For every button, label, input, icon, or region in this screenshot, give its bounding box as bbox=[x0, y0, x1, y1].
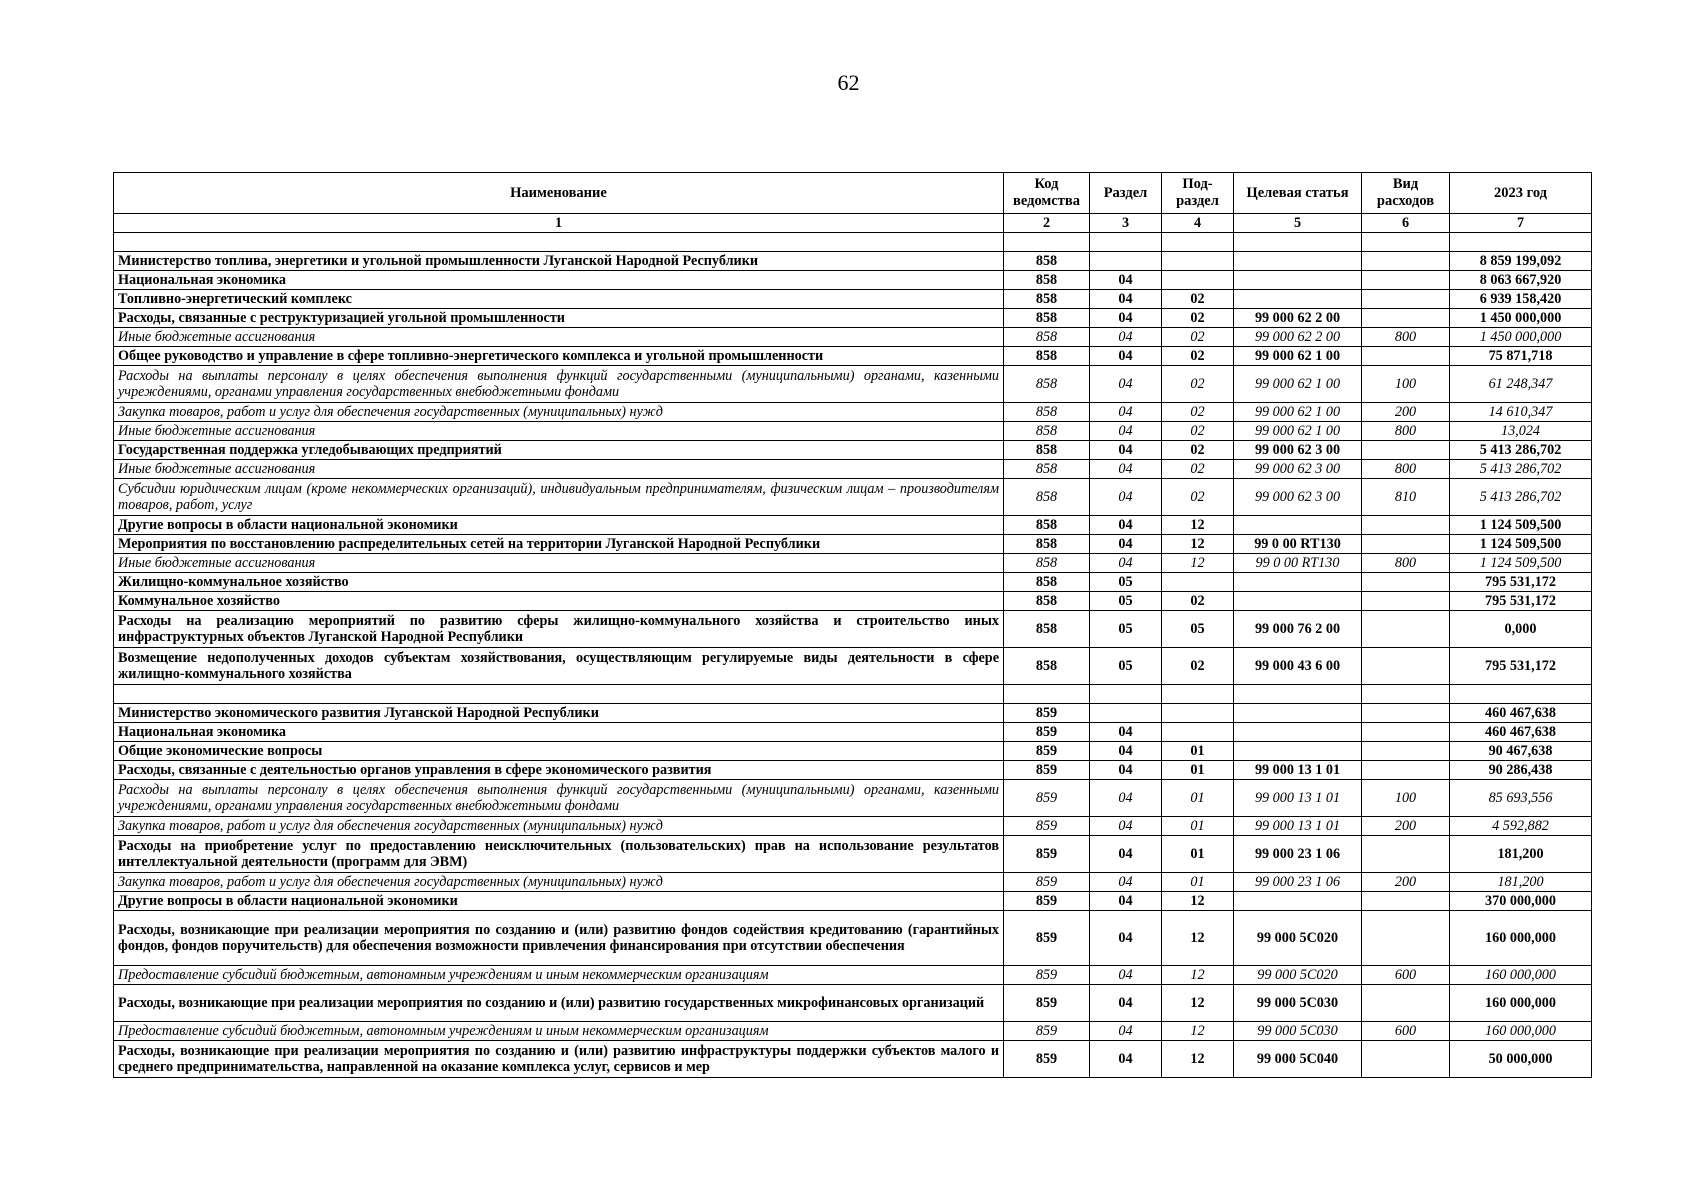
row-dept-code: 858 bbox=[1004, 271, 1090, 290]
column-number: 1 bbox=[114, 214, 1004, 233]
row-section: 04 bbox=[1090, 892, 1162, 911]
table-row bbox=[114, 723, 1592, 742]
table-row bbox=[114, 573, 1592, 592]
row-section: 04 bbox=[1090, 290, 1162, 309]
row-expense-type bbox=[1362, 441, 1450, 460]
row-amount: 90 467,638 bbox=[1450, 742, 1592, 761]
column-number: 4 bbox=[1162, 214, 1234, 233]
row-name: Министерство топлива, энергетики и угольной промышленности Луганской Народной Республики bbox=[114, 252, 1004, 271]
row-name: Иные бюджетные ассигнования bbox=[114, 554, 1004, 573]
row-target-article: 99 000 62 3 00 bbox=[1234, 441, 1362, 460]
row-dept-code: 858 bbox=[1004, 460, 1090, 479]
row-name: Расходы, возникающие при реализации мероприятия по созданию и (или) развитию инфраструктуры поддержки субъектов малого и среднего предпринимательства, направленной на оказание комплекса услуг, сервисов и мер bbox=[114, 1041, 1004, 1078]
row-dept-code: 859 bbox=[1004, 780, 1090, 817]
row-section: 04 bbox=[1090, 817, 1162, 836]
row-name: Мероприятия по восстановлению распределительных сетей на территории Луганской Народной Республики bbox=[114, 535, 1004, 554]
row-target-article: 99 000 13 1 01 bbox=[1234, 761, 1362, 780]
budget-table bbox=[113, 172, 1592, 1078]
row-name: Коммунальное хозяйство bbox=[114, 592, 1004, 611]
row-amount: 795 531,172 bbox=[1450, 592, 1592, 611]
row-section: 04 bbox=[1090, 271, 1162, 290]
row-name: Расходы, возникающие при реализации мероприятия по созданию и (или) развитию фондов содействия кредитованию (гарантийных фондов, фондов поручительств) для обеспечения возможности привлечения финансирования при отсутствии обеспечения bbox=[114, 911, 1004, 966]
table-row bbox=[114, 422, 1592, 441]
row-amount: 160 000,000 bbox=[1450, 1022, 1592, 1041]
row-amount: 0,000 bbox=[1450, 611, 1592, 648]
table-row bbox=[114, 1041, 1592, 1078]
row-name: Общее руководство и управление в сфере топливно-энергетического комплекса и угольной промышленности bbox=[114, 347, 1004, 366]
row-dept-code: 858 bbox=[1004, 347, 1090, 366]
row-section: 04 bbox=[1090, 422, 1162, 441]
row-section: 04 bbox=[1090, 723, 1162, 742]
row-dept-code: 859 bbox=[1004, 742, 1090, 761]
row-name: Национальная экономика bbox=[114, 723, 1004, 742]
row-subsection bbox=[1162, 233, 1234, 252]
row-name: Предоставление субсидий бюджетным, автономным учреждениям и иным некоммерческим организациям bbox=[114, 1022, 1004, 1041]
table-row bbox=[114, 516, 1592, 535]
row-target-article bbox=[1234, 723, 1362, 742]
row-dept-code: 859 bbox=[1004, 817, 1090, 836]
row-subsection: 01 bbox=[1162, 817, 1234, 836]
column-number-row bbox=[114, 214, 1592, 233]
table-row bbox=[114, 554, 1592, 573]
row-name: Иные бюджетные ассигнования bbox=[114, 422, 1004, 441]
row-target-article bbox=[1234, 233, 1362, 252]
row-target-article: 99 000 5С030 bbox=[1234, 1022, 1362, 1041]
row-subsection: 12 bbox=[1162, 911, 1234, 966]
row-expense-type: 600 bbox=[1362, 1022, 1450, 1041]
row-subsection bbox=[1162, 252, 1234, 271]
row-amount: 160 000,000 bbox=[1450, 985, 1592, 1022]
row-target-article: 99 000 5С030 bbox=[1234, 985, 1362, 1022]
row-section: 04 bbox=[1090, 328, 1162, 347]
header-section: Раздел bbox=[1090, 173, 1162, 214]
row-target-article: 99 000 13 1 01 bbox=[1234, 780, 1362, 817]
row-expense-type bbox=[1362, 573, 1450, 592]
header-subsection: Под-раздел bbox=[1162, 173, 1234, 214]
header-name: Наименование bbox=[114, 173, 1004, 214]
row-subsection: 02 bbox=[1162, 479, 1234, 516]
row-amount: 5 413 286,702 bbox=[1450, 460, 1592, 479]
row-amount: 4 592,882 bbox=[1450, 817, 1592, 836]
row-section: 05 bbox=[1090, 648, 1162, 685]
column-number: 7 bbox=[1450, 214, 1592, 233]
table-row bbox=[114, 761, 1592, 780]
row-section: 04 bbox=[1090, 403, 1162, 422]
row-section: 04 bbox=[1090, 836, 1162, 873]
row-section: 04 bbox=[1090, 460, 1162, 479]
row-expense-type: 800 bbox=[1362, 554, 1450, 573]
row-dept-code: 859 bbox=[1004, 873, 1090, 892]
table-row bbox=[114, 460, 1592, 479]
row-section bbox=[1090, 233, 1162, 252]
row-subsection: 02 bbox=[1162, 648, 1234, 685]
page-number: 62 bbox=[837, 70, 860, 95]
row-amount: 1 450 000,000 bbox=[1450, 309, 1592, 328]
row-amount: 181,200 bbox=[1450, 836, 1592, 873]
table-row bbox=[114, 252, 1592, 271]
row-amount: 181,200 bbox=[1450, 873, 1592, 892]
table-row bbox=[114, 817, 1592, 836]
row-expense-type bbox=[1362, 648, 1450, 685]
row-subsection: 02 bbox=[1162, 290, 1234, 309]
row-dept-code: 858 bbox=[1004, 328, 1090, 347]
row-target-article: 99 000 62 3 00 bbox=[1234, 479, 1362, 516]
row-amount: 50 000,000 bbox=[1450, 1041, 1592, 1078]
row-subsection: 02 bbox=[1162, 366, 1234, 403]
row-name: Субсидии юридическим лицам (кроме некоммерческих организаций), индивидуальным предпринимателям, физическим лицам – производителям товаров, работ, услуг bbox=[114, 479, 1004, 516]
row-expense-type: 800 bbox=[1362, 328, 1450, 347]
row-subsection: 12 bbox=[1162, 892, 1234, 911]
spacer-row bbox=[114, 233, 1592, 252]
row-dept-code: 859 bbox=[1004, 761, 1090, 780]
row-section: 04 bbox=[1090, 535, 1162, 554]
header-target-article: Целевая статья bbox=[1234, 173, 1362, 214]
row-expense-type bbox=[1362, 309, 1450, 328]
row-expense-type: 200 bbox=[1362, 403, 1450, 422]
row-subsection bbox=[1162, 723, 1234, 742]
row-expense-type bbox=[1362, 704, 1450, 723]
row-dept-code: 859 bbox=[1004, 723, 1090, 742]
table-row bbox=[114, 911, 1592, 966]
row-dept-code: 858 bbox=[1004, 403, 1090, 422]
row-target-article: 99 000 13 1 01 bbox=[1234, 817, 1362, 836]
row-name: Закупка товаров, работ и услуг для обеспечения государственных (муниципальных) нужд bbox=[114, 817, 1004, 836]
table-row bbox=[114, 704, 1592, 723]
row-amount: 1 450 000,000 bbox=[1450, 328, 1592, 347]
row-target-article: 99 000 23 1 06 bbox=[1234, 873, 1362, 892]
table-row bbox=[114, 836, 1592, 873]
row-amount: 1 124 509,500 bbox=[1450, 554, 1592, 573]
row-section: 04 bbox=[1090, 309, 1162, 328]
row-amount: 160 000,000 bbox=[1450, 966, 1592, 985]
row-dept-code: 858 bbox=[1004, 535, 1090, 554]
row-name: Жилищно-коммунальное хозяйство bbox=[114, 573, 1004, 592]
row-amount: 85 693,556 bbox=[1450, 780, 1592, 817]
row-subsection: 12 bbox=[1162, 985, 1234, 1022]
table-body bbox=[114, 233, 1592, 1078]
table-row bbox=[114, 479, 1592, 516]
row-name: Предоставление субсидий бюджетным, автономным учреждениям и иным некоммерческим организациям bbox=[114, 966, 1004, 985]
header-dept-code: Код ведомства bbox=[1004, 173, 1090, 214]
row-target-article: 99 000 5С020 bbox=[1234, 966, 1362, 985]
table-row bbox=[114, 347, 1592, 366]
table-row bbox=[114, 366, 1592, 403]
row-name: Иные бюджетные ассигнования bbox=[114, 328, 1004, 347]
row-target-article bbox=[1234, 290, 1362, 309]
header-row bbox=[114, 173, 1592, 214]
row-target-article: 99 000 23 1 06 bbox=[1234, 836, 1362, 873]
row-amount bbox=[1450, 685, 1592, 704]
table-row bbox=[114, 985, 1592, 1022]
row-target-article: 99 000 43 6 00 bbox=[1234, 648, 1362, 685]
table-row bbox=[114, 892, 1592, 911]
row-expense-type bbox=[1362, 516, 1450, 535]
table-row bbox=[114, 1022, 1592, 1041]
column-number: 2 bbox=[1004, 214, 1090, 233]
column-number: 3 bbox=[1090, 214, 1162, 233]
row-subsection: 05 bbox=[1162, 611, 1234, 648]
row-dept-code: 858 bbox=[1004, 554, 1090, 573]
row-expense-type bbox=[1362, 911, 1450, 966]
row-subsection: 01 bbox=[1162, 742, 1234, 761]
row-section: 04 bbox=[1090, 966, 1162, 985]
row-target-article: 99 000 62 1 00 bbox=[1234, 403, 1362, 422]
row-name: Общие экономические вопросы bbox=[114, 742, 1004, 761]
table-row bbox=[114, 742, 1592, 761]
row-section: 04 bbox=[1090, 873, 1162, 892]
row-name: Закупка товаров, работ и услуг для обеспечения государственных (муниципальных) нужд bbox=[114, 873, 1004, 892]
row-amount: 460 467,638 bbox=[1450, 723, 1592, 742]
row-target-article bbox=[1234, 892, 1362, 911]
row-name: Иные бюджетные ассигнования bbox=[114, 460, 1004, 479]
row-section: 05 bbox=[1090, 592, 1162, 611]
row-amount: 370 000,000 bbox=[1450, 892, 1592, 911]
row-dept-code: 858 bbox=[1004, 422, 1090, 441]
row-section bbox=[1090, 685, 1162, 704]
row-expense-type bbox=[1362, 985, 1450, 1022]
row-subsection: 02 bbox=[1162, 592, 1234, 611]
row-expense-type bbox=[1362, 892, 1450, 911]
row-expense-type bbox=[1362, 723, 1450, 742]
row-name: Закупка товаров, работ и услуг для обеспечения государственных (муниципальных) нужд bbox=[114, 403, 1004, 422]
row-expense-type bbox=[1362, 252, 1450, 271]
row-expense-type bbox=[1362, 836, 1450, 873]
row-section: 04 bbox=[1090, 554, 1162, 573]
row-dept-code: 858 bbox=[1004, 479, 1090, 516]
row-name: Расходы на выплаты персоналу в целях обеспечения выполнения функций государственными (муниципальными) органами, казенными учреждениями, органами управления государственных внебюджетными фондами bbox=[114, 780, 1004, 817]
row-expense-type bbox=[1362, 271, 1450, 290]
row-subsection bbox=[1162, 685, 1234, 704]
table-row bbox=[114, 328, 1592, 347]
row-subsection: 01 bbox=[1162, 761, 1234, 780]
table-row bbox=[114, 403, 1592, 422]
row-amount: 795 531,172 bbox=[1450, 573, 1592, 592]
row-subsection: 02 bbox=[1162, 328, 1234, 347]
row-expense-type bbox=[1362, 761, 1450, 780]
row-expense-type bbox=[1362, 535, 1450, 554]
table-row bbox=[114, 441, 1592, 460]
row-section: 05 bbox=[1090, 573, 1162, 592]
row-section: 04 bbox=[1090, 1041, 1162, 1078]
row-target-article: 99 000 76 2 00 bbox=[1234, 611, 1362, 648]
row-section: 04 bbox=[1090, 780, 1162, 817]
row-dept-code: 859 bbox=[1004, 911, 1090, 966]
row-target-article: 99 000 5С020 bbox=[1234, 911, 1362, 966]
row-dept-code: 859 bbox=[1004, 966, 1090, 985]
row-dept-code: 859 bbox=[1004, 836, 1090, 873]
row-dept-code: 858 bbox=[1004, 309, 1090, 328]
row-target-article: 99 000 62 1 00 bbox=[1234, 366, 1362, 403]
table-row bbox=[114, 648, 1592, 685]
row-dept-code: 859 bbox=[1004, 1041, 1090, 1078]
row-name: Другие вопросы в области национальной экономики bbox=[114, 516, 1004, 535]
row-subsection: 12 bbox=[1162, 516, 1234, 535]
row-name: Расходы, возникающие при реализации мероприятия по созданию и (или) развитию государственных микрофинансовых организаций bbox=[114, 985, 1004, 1022]
row-subsection: 12 bbox=[1162, 966, 1234, 985]
row-amount: 5 413 286,702 bbox=[1450, 479, 1592, 516]
row-target-article bbox=[1234, 271, 1362, 290]
table-row bbox=[114, 780, 1592, 817]
row-amount: 13,024 bbox=[1450, 422, 1592, 441]
row-amount: 75 871,718 bbox=[1450, 347, 1592, 366]
row-section: 04 bbox=[1090, 479, 1162, 516]
column-number: 5 bbox=[1234, 214, 1362, 233]
row-subsection: 01 bbox=[1162, 780, 1234, 817]
row-expense-type: 100 bbox=[1362, 780, 1450, 817]
row-dept-code: 858 bbox=[1004, 441, 1090, 460]
row-expense-type bbox=[1362, 347, 1450, 366]
row-section: 04 bbox=[1090, 366, 1162, 403]
row-name: Расходы, связанные с деятельностью органов управления в сфере экономического развития bbox=[114, 761, 1004, 780]
row-name: Национальная экономика bbox=[114, 271, 1004, 290]
table-row bbox=[114, 611, 1592, 648]
row-subsection: 01 bbox=[1162, 873, 1234, 892]
row-dept-code: 858 bbox=[1004, 592, 1090, 611]
row-name: Другие вопросы в области национальной экономики bbox=[114, 892, 1004, 911]
table-row bbox=[114, 290, 1592, 309]
row-name: Государственная поддержка угледобывающих предприятий bbox=[114, 441, 1004, 460]
row-target-article: 99 000 62 3 00 bbox=[1234, 460, 1362, 479]
table-row bbox=[114, 309, 1592, 328]
row-amount: 160 000,000 bbox=[1450, 911, 1592, 966]
table-row bbox=[114, 873, 1592, 892]
row-dept-code bbox=[1004, 685, 1090, 704]
row-target-article bbox=[1234, 685, 1362, 704]
row-expense-type: 200 bbox=[1362, 817, 1450, 836]
row-subsection: 01 bbox=[1162, 836, 1234, 873]
row-amount: 8 859 199,092 bbox=[1450, 252, 1592, 271]
row-section: 05 bbox=[1090, 611, 1162, 648]
row-expense-type bbox=[1362, 611, 1450, 648]
row-name bbox=[114, 233, 1004, 252]
row-target-article bbox=[1234, 704, 1362, 723]
row-expense-type: 600 bbox=[1362, 966, 1450, 985]
row-name: Расходы на приобретение услуг по предоставлению неисключительных (пользовательских) прав на использование результатов интеллектуальной деятельности (программ для ЭВМ) bbox=[114, 836, 1004, 873]
row-target-article: 99 000 62 2 00 bbox=[1234, 309, 1362, 328]
row-subsection: 12 bbox=[1162, 535, 1234, 554]
row-section: 04 bbox=[1090, 911, 1162, 966]
row-target-article: 99 0 00 RT130 bbox=[1234, 535, 1362, 554]
row-section: 04 bbox=[1090, 1022, 1162, 1041]
column-number: 6 bbox=[1362, 214, 1450, 233]
row-target-article: 99 000 62 1 00 bbox=[1234, 347, 1362, 366]
row-subsection bbox=[1162, 573, 1234, 592]
row-dept-code: 859 bbox=[1004, 985, 1090, 1022]
row-expense-type bbox=[1362, 1041, 1450, 1078]
row-target-article: 99 000 62 1 00 bbox=[1234, 422, 1362, 441]
row-target-article bbox=[1234, 252, 1362, 271]
row-subsection: 02 bbox=[1162, 460, 1234, 479]
header-expense-type: Вид расходов bbox=[1362, 173, 1450, 214]
row-amount: 8 063 667,920 bbox=[1450, 271, 1592, 290]
row-dept-code: 858 bbox=[1004, 290, 1090, 309]
row-name: Расходы на выплаты персоналу в целях обеспечения выполнения функций государственными (муниципальными) органами, казенными учреждениями, органами управления государственных внебюджетными фондами bbox=[114, 366, 1004, 403]
row-subsection: 02 bbox=[1162, 347, 1234, 366]
row-expense-type bbox=[1362, 290, 1450, 309]
row-expense-type bbox=[1362, 742, 1450, 761]
row-dept-code: 858 bbox=[1004, 366, 1090, 403]
row-name: Возмещение недополученных доходов субъектам хозяйствования, осуществляющим регулируемые виды деятельности в сфере жилищно-коммунального хозяйства bbox=[114, 648, 1004, 685]
row-amount: 1 124 509,500 bbox=[1450, 516, 1592, 535]
table-row bbox=[114, 966, 1592, 985]
spacer-row bbox=[114, 685, 1592, 704]
row-section: 04 bbox=[1090, 347, 1162, 366]
row-expense-type: 810 bbox=[1362, 479, 1450, 516]
row-expense-type bbox=[1362, 233, 1450, 252]
row-dept-code: 858 bbox=[1004, 648, 1090, 685]
row-dept-code: 858 bbox=[1004, 252, 1090, 271]
row-amount bbox=[1450, 233, 1592, 252]
row-name: Расходы на реализацию мероприятий по развитию сферы жилищно-коммунального хозяйства и строительство иных инфраструктурных объектов Луганской Народной Республики bbox=[114, 611, 1004, 648]
row-target-article bbox=[1234, 516, 1362, 535]
row-dept-code bbox=[1004, 233, 1090, 252]
row-section: 04 bbox=[1090, 516, 1162, 535]
row-section: 04 bbox=[1090, 761, 1162, 780]
row-subsection: 02 bbox=[1162, 441, 1234, 460]
table-row bbox=[114, 535, 1592, 554]
row-expense-type bbox=[1362, 685, 1450, 704]
row-subsection: 02 bbox=[1162, 309, 1234, 328]
row-name: Министерство экономического развития Луганской Народной Республики bbox=[114, 704, 1004, 723]
row-section: 04 bbox=[1090, 742, 1162, 761]
row-subsection: 12 bbox=[1162, 1022, 1234, 1041]
row-subsection bbox=[1162, 704, 1234, 723]
row-amount: 5 413 286,702 bbox=[1450, 441, 1592, 460]
row-dept-code: 859 bbox=[1004, 1022, 1090, 1041]
row-expense-type: 800 bbox=[1362, 422, 1450, 441]
row-target-article: 99 000 5С040 bbox=[1234, 1041, 1362, 1078]
row-section bbox=[1090, 252, 1162, 271]
row-name bbox=[114, 685, 1004, 704]
row-amount: 61 248,347 bbox=[1450, 366, 1592, 403]
row-subsection: 02 bbox=[1162, 422, 1234, 441]
row-expense-type: 200 bbox=[1362, 873, 1450, 892]
row-amount: 6 939 158,420 bbox=[1450, 290, 1592, 309]
row-subsection: 02 bbox=[1162, 403, 1234, 422]
row-subsection: 12 bbox=[1162, 1041, 1234, 1078]
row-dept-code: 858 bbox=[1004, 516, 1090, 535]
row-amount: 1 124 509,500 bbox=[1450, 535, 1592, 554]
row-name: Расходы, связанные с реструктуризацией угольной промышленности bbox=[114, 309, 1004, 328]
row-dept-code: 859 bbox=[1004, 704, 1090, 723]
row-section: 04 bbox=[1090, 441, 1162, 460]
table-row bbox=[114, 271, 1592, 290]
row-target-article bbox=[1234, 742, 1362, 761]
row-dept-code: 859 bbox=[1004, 892, 1090, 911]
row-dept-code: 858 bbox=[1004, 611, 1090, 648]
row-amount: 14 610,347 bbox=[1450, 403, 1592, 422]
table-row bbox=[114, 592, 1592, 611]
row-target-article: 99 000 62 2 00 bbox=[1234, 328, 1362, 347]
row-subsection bbox=[1162, 271, 1234, 290]
row-expense-type bbox=[1362, 592, 1450, 611]
row-expense-type: 100 bbox=[1362, 366, 1450, 403]
row-target-article: 99 0 00 RT130 bbox=[1234, 554, 1362, 573]
row-subsection: 12 bbox=[1162, 554, 1234, 573]
header-year-2023: 2023 год bbox=[1450, 173, 1592, 214]
row-dept-code: 858 bbox=[1004, 573, 1090, 592]
row-section: 04 bbox=[1090, 985, 1162, 1022]
row-expense-type: 800 bbox=[1362, 460, 1450, 479]
row-amount: 460 467,638 bbox=[1450, 704, 1592, 723]
row-section bbox=[1090, 704, 1162, 723]
row-amount: 90 286,438 bbox=[1450, 761, 1592, 780]
row-target-article bbox=[1234, 573, 1362, 592]
row-target-article bbox=[1234, 592, 1362, 611]
row-amount: 795 531,172 bbox=[1450, 648, 1592, 685]
row-name: Топливно-энергетический комплекс bbox=[114, 290, 1004, 309]
